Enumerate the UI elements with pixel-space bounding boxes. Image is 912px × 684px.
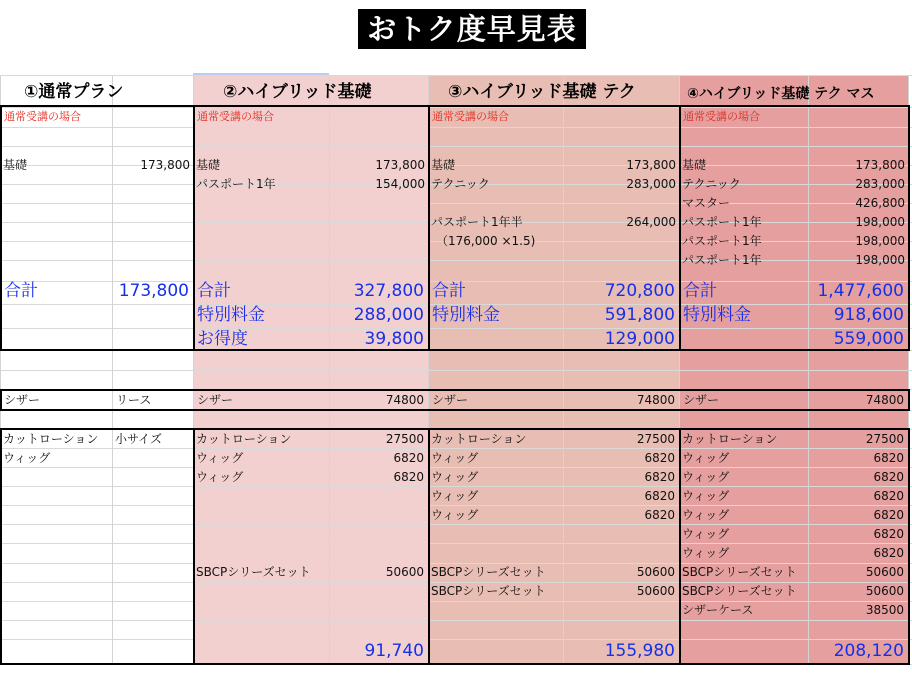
kit-total-amount: 208,120 (833, 641, 904, 661)
kit-item-price: 6820 (644, 451, 675, 465)
plan-header: ②ハイブリッド基礎 (223, 82, 372, 102)
kit-item-label: ウィッグ (196, 470, 244, 484)
scissor-price: 74800 (385, 393, 424, 407)
scissor-price: リース (116, 393, 152, 407)
kit-item-label: ウィッグ (431, 489, 479, 503)
plan-item-label: テクニック (431, 177, 490, 191)
plan-item-price: 154,000 (375, 177, 425, 191)
grid-line (0, 75, 912, 76)
plan-item-label: （176,000 ×1.5) (436, 234, 536, 248)
plan-header: ①通常プラン (24, 82, 124, 102)
plan-item-label: 基礎 (431, 158, 456, 172)
scissor-label: シザー (683, 393, 720, 407)
kit-item-price: 27500 (636, 432, 675, 446)
special-price-label: 特別料金 (432, 305, 500, 325)
kit-item-label: ウィッグ (682, 527, 730, 541)
kit-item-label: ウィッグ (431, 508, 479, 522)
kit-item-label: ウィッグ (196, 451, 244, 465)
kit-item-size: 小サイズ (115, 432, 163, 446)
plan-item-label: テクニック (682, 177, 741, 191)
kit-item-price: 50600 (385, 565, 424, 579)
plan-item-label: パスポート1年 (196, 177, 276, 191)
kit-item-label: カットローション (682, 432, 778, 446)
total-amount: 173,800 (118, 281, 189, 301)
grid-line (0, 370, 912, 371)
grid-line (0, 328, 912, 329)
total-label: 合計 (683, 281, 717, 301)
plan-item-label: マスター (682, 196, 731, 210)
plan-item-price: 264,000 (626, 215, 676, 229)
plan-separator (679, 428, 681, 665)
plan-separator (193, 105, 195, 351)
grid-line (0, 389, 912, 390)
plan-separator (428, 105, 430, 351)
scissor-label: シザー (432, 393, 469, 407)
plan-item-price: 173,800 (626, 158, 676, 172)
grid-line (0, 410, 912, 411)
plan-item-price: 283,000 (626, 177, 676, 191)
plan-item-price: 283,000 (855, 177, 905, 191)
special-price-amount: 288,000 (353, 305, 424, 325)
plan-separator (193, 428, 195, 665)
kit-item-label: SBCPシリーズセット (682, 565, 797, 579)
kit-item-price: 27500 (865, 432, 904, 446)
kit-item-price: 6820 (873, 451, 904, 465)
kit-item-price: 6820 (644, 508, 675, 522)
special-price-amount: 591,800 (604, 305, 675, 325)
kit-item-label: ウィッグ (682, 470, 730, 484)
savings-amount: 559,000 (833, 329, 904, 349)
kit-item-price: 6820 (644, 489, 675, 503)
savings-amount: 129,000 (604, 329, 675, 349)
kit-item-label: SBCPシリーズセット (431, 565, 546, 579)
scissor-price: 74800 (636, 393, 675, 407)
kit-item-label: SBCPシリーズセット (682, 584, 797, 598)
grid-line (0, 127, 912, 128)
kit-item-price: 50600 (636, 584, 675, 598)
plan-item-label: パスポート1年 (682, 253, 762, 267)
plan-item-label: パスポート1年 (682, 215, 762, 229)
kit-item-label: ウィッグ (431, 451, 479, 465)
savings-label: お得度 (197, 329, 248, 349)
grid-line (0, 75, 1, 664)
kit-item-label: SBCPシリーズセット (196, 565, 311, 579)
plan-item-price: 173,800 (140, 158, 190, 172)
total-label: 合計 (197, 281, 231, 301)
kit-item-label: シザーケース (682, 603, 754, 617)
kit-item-label: ウィッグ (682, 489, 730, 503)
special-price-label: 特別料金 (683, 305, 751, 325)
kit-item-label: カットローション (196, 432, 292, 446)
kit-total-amount: 91,740 (364, 641, 424, 661)
plan-item-price: 173,800 (375, 158, 425, 172)
kit-item-price: 6820 (873, 527, 904, 541)
scissor-label: シザー (197, 393, 234, 407)
plan-item-price: 173,800 (855, 158, 905, 172)
plan-item-label: パスポート1年 (682, 234, 762, 248)
total-label: 合計 (4, 281, 38, 301)
kit-item-label: SBCPシリーズセット (431, 584, 546, 598)
kit-item-label: カットローション (3, 432, 99, 446)
special-price-label: 特別料金 (197, 305, 265, 325)
plan-header: ④ハイブリッド基礎 テク マス (687, 86, 875, 102)
kit-item-price: 6820 (873, 508, 904, 522)
special-price-amount: 918,600 (833, 305, 904, 325)
kit-item-price: 6820 (644, 470, 675, 484)
normal-price-note: 通常受講の場合 (432, 110, 509, 123)
grid-line (908, 75, 909, 664)
normal-price-note: 通常受講の場合 (683, 110, 760, 123)
plan-separator (679, 105, 681, 351)
plan-item-price: 198,000 (855, 234, 905, 248)
plan-separator (428, 428, 430, 665)
kit-item-label: ウィッグ (682, 546, 730, 560)
plan-item-label: 基礎 (196, 158, 221, 172)
grid-line (0, 146, 912, 147)
plan-item-label: 基礎 (3, 158, 28, 172)
kit-item-price: 6820 (873, 470, 904, 484)
scissor-label: シザー (4, 393, 41, 407)
kit-item-label: ウィッグ (682, 508, 730, 522)
normal-price-note: 通常受講の場合 (4, 110, 81, 123)
plan-item-price: 426,800 (855, 196, 905, 210)
kit-item-price: 6820 (873, 546, 904, 560)
plan-item-label: 基礎 (682, 158, 707, 172)
kit-item-label: ウィッグ (431, 470, 479, 484)
plan-header: ③ハイブリッド基礎 テク (448, 82, 636, 102)
grid-line (0, 664, 912, 665)
grid-line (0, 639, 912, 640)
kit-item-label: カットローション (431, 432, 527, 446)
kit-item-label: ウィッグ (682, 451, 730, 465)
page-title: おトク度早見表 (358, 9, 586, 49)
kit-item-price: 27500 (385, 432, 424, 446)
scissor-price: 74800 (865, 393, 904, 407)
total-label: 合計 (432, 281, 466, 301)
kit-item-price: 50600 (865, 584, 904, 598)
total-amount: 327,800 (353, 281, 424, 301)
plan-item-price: 198,000 (855, 253, 905, 267)
total-amount: 1,477,600 (817, 281, 904, 301)
kit-item-label: ウィッグ (3, 451, 51, 465)
grid-line (0, 350, 912, 351)
kit-item-price: 6820 (393, 451, 424, 465)
kit-item-price: 6820 (873, 489, 904, 503)
kit-item-price: 50600 (636, 565, 675, 579)
savings-amount: 39,800 (364, 329, 424, 349)
kit-total-amount: 155,980 (604, 641, 675, 661)
total-amount: 720,800 (604, 281, 675, 301)
plan-item-price: 198,000 (855, 215, 905, 229)
grid-line (0, 620, 912, 621)
plan-item-label: パスポート1年半 (431, 215, 523, 229)
normal-price-note: 通常受講の場合 (197, 110, 274, 123)
kit-item-price: 50600 (865, 565, 904, 579)
kit-item-price: 38500 (865, 603, 904, 617)
kit-item-price: 6820 (393, 470, 424, 484)
